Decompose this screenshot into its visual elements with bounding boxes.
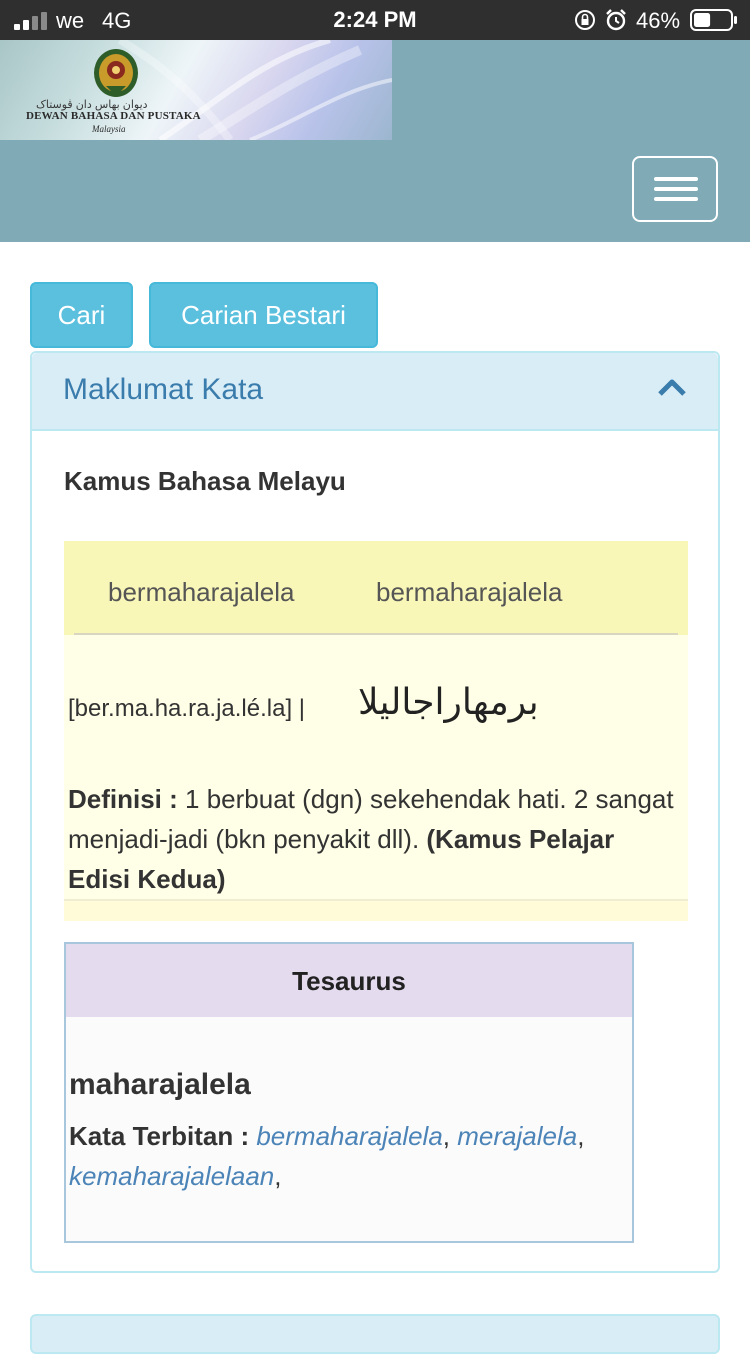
derived-word-link[interactable]: merajalela	[457, 1121, 578, 1151]
battery-icon	[690, 9, 738, 31]
site-header	[0, 40, 750, 242]
derived-label: Kata Terbitan :	[69, 1121, 250, 1151]
section-title: Kamus Bahasa Melayu	[64, 466, 346, 496]
rotation-lock-icon	[574, 9, 596, 31]
entry-body	[64, 635, 688, 901]
tesaurus-title: Tesaurus	[292, 966, 406, 996]
entry-tab-rumi[interactable]: bermaharajalela	[108, 577, 295, 607]
entry-tab-bar	[64, 541, 688, 635]
definition	[68, 779, 674, 899]
logo-jawi-text: ديوان بهاس دان ڤوستاک	[36, 99, 148, 111]
panel-heading[interactable]	[32, 353, 718, 431]
status-bar	[0, 0, 750, 40]
tesaurus-box	[64, 942, 634, 1243]
banner-swirl-decoration	[0, 40, 392, 140]
cari-button[interactable]: Cari	[30, 282, 133, 348]
battery-percentage: 46%	[636, 8, 681, 33]
logo-subtitle: Malaysia	[92, 124, 126, 134]
alarm-icon	[604, 8, 628, 32]
logo-name: DEWAN BAHASA DAN PUSTAKA	[26, 110, 201, 122]
tesaurus-heading	[66, 944, 632, 1017]
carrier-name: we	[56, 8, 85, 33]
kata-terbitan: Kata Terbitan : bermaharajalela, merajalela, kemaharajalelaan,	[69, 1121, 585, 1191]
carian-bestari-button[interactable]: Carian Bestari	[149, 282, 378, 348]
dictionary-entry	[64, 541, 688, 921]
definition-label: Definisi :	[68, 784, 178, 814]
hamburger-menu-icon[interactable]	[632, 156, 718, 222]
next-panel[interactable]	[30, 1314, 720, 1354]
entry-tab-word[interactable]: bermaharajalela	[376, 577, 563, 607]
pronunciation: [ber.ma.ha.ra.ja.lé.la] |	[68, 695, 306, 722]
jawi-spelling: برمهاراجاليلا	[358, 681, 539, 722]
panel-title: Maklumat Kata	[63, 373, 264, 406]
derived-word-link[interactable]: bermaharajalela	[256, 1121, 443, 1151]
network-type: 4G	[102, 8, 132, 33]
dbp-emblem-icon	[88, 46, 144, 100]
derived-word-link[interactable]: kemaharajalelaan	[69, 1161, 275, 1191]
definition-source: (Kamus Pelajar Edisi Kedua)	[68, 824, 615, 894]
status-time: 2:24 PM	[333, 7, 417, 32]
chevron-up-icon[interactable]	[657, 375, 687, 399]
site-banner[interactable]	[0, 40, 392, 140]
tesaurus-headword: maharajalela	[69, 1068, 251, 1101]
definition-text: 1 berbuat (dgn) sekehendak hati. 2 sangat menjadi-jadi (bkn penyakit dll).	[68, 784, 674, 854]
maklumat-kata-panel	[30, 351, 720, 1273]
